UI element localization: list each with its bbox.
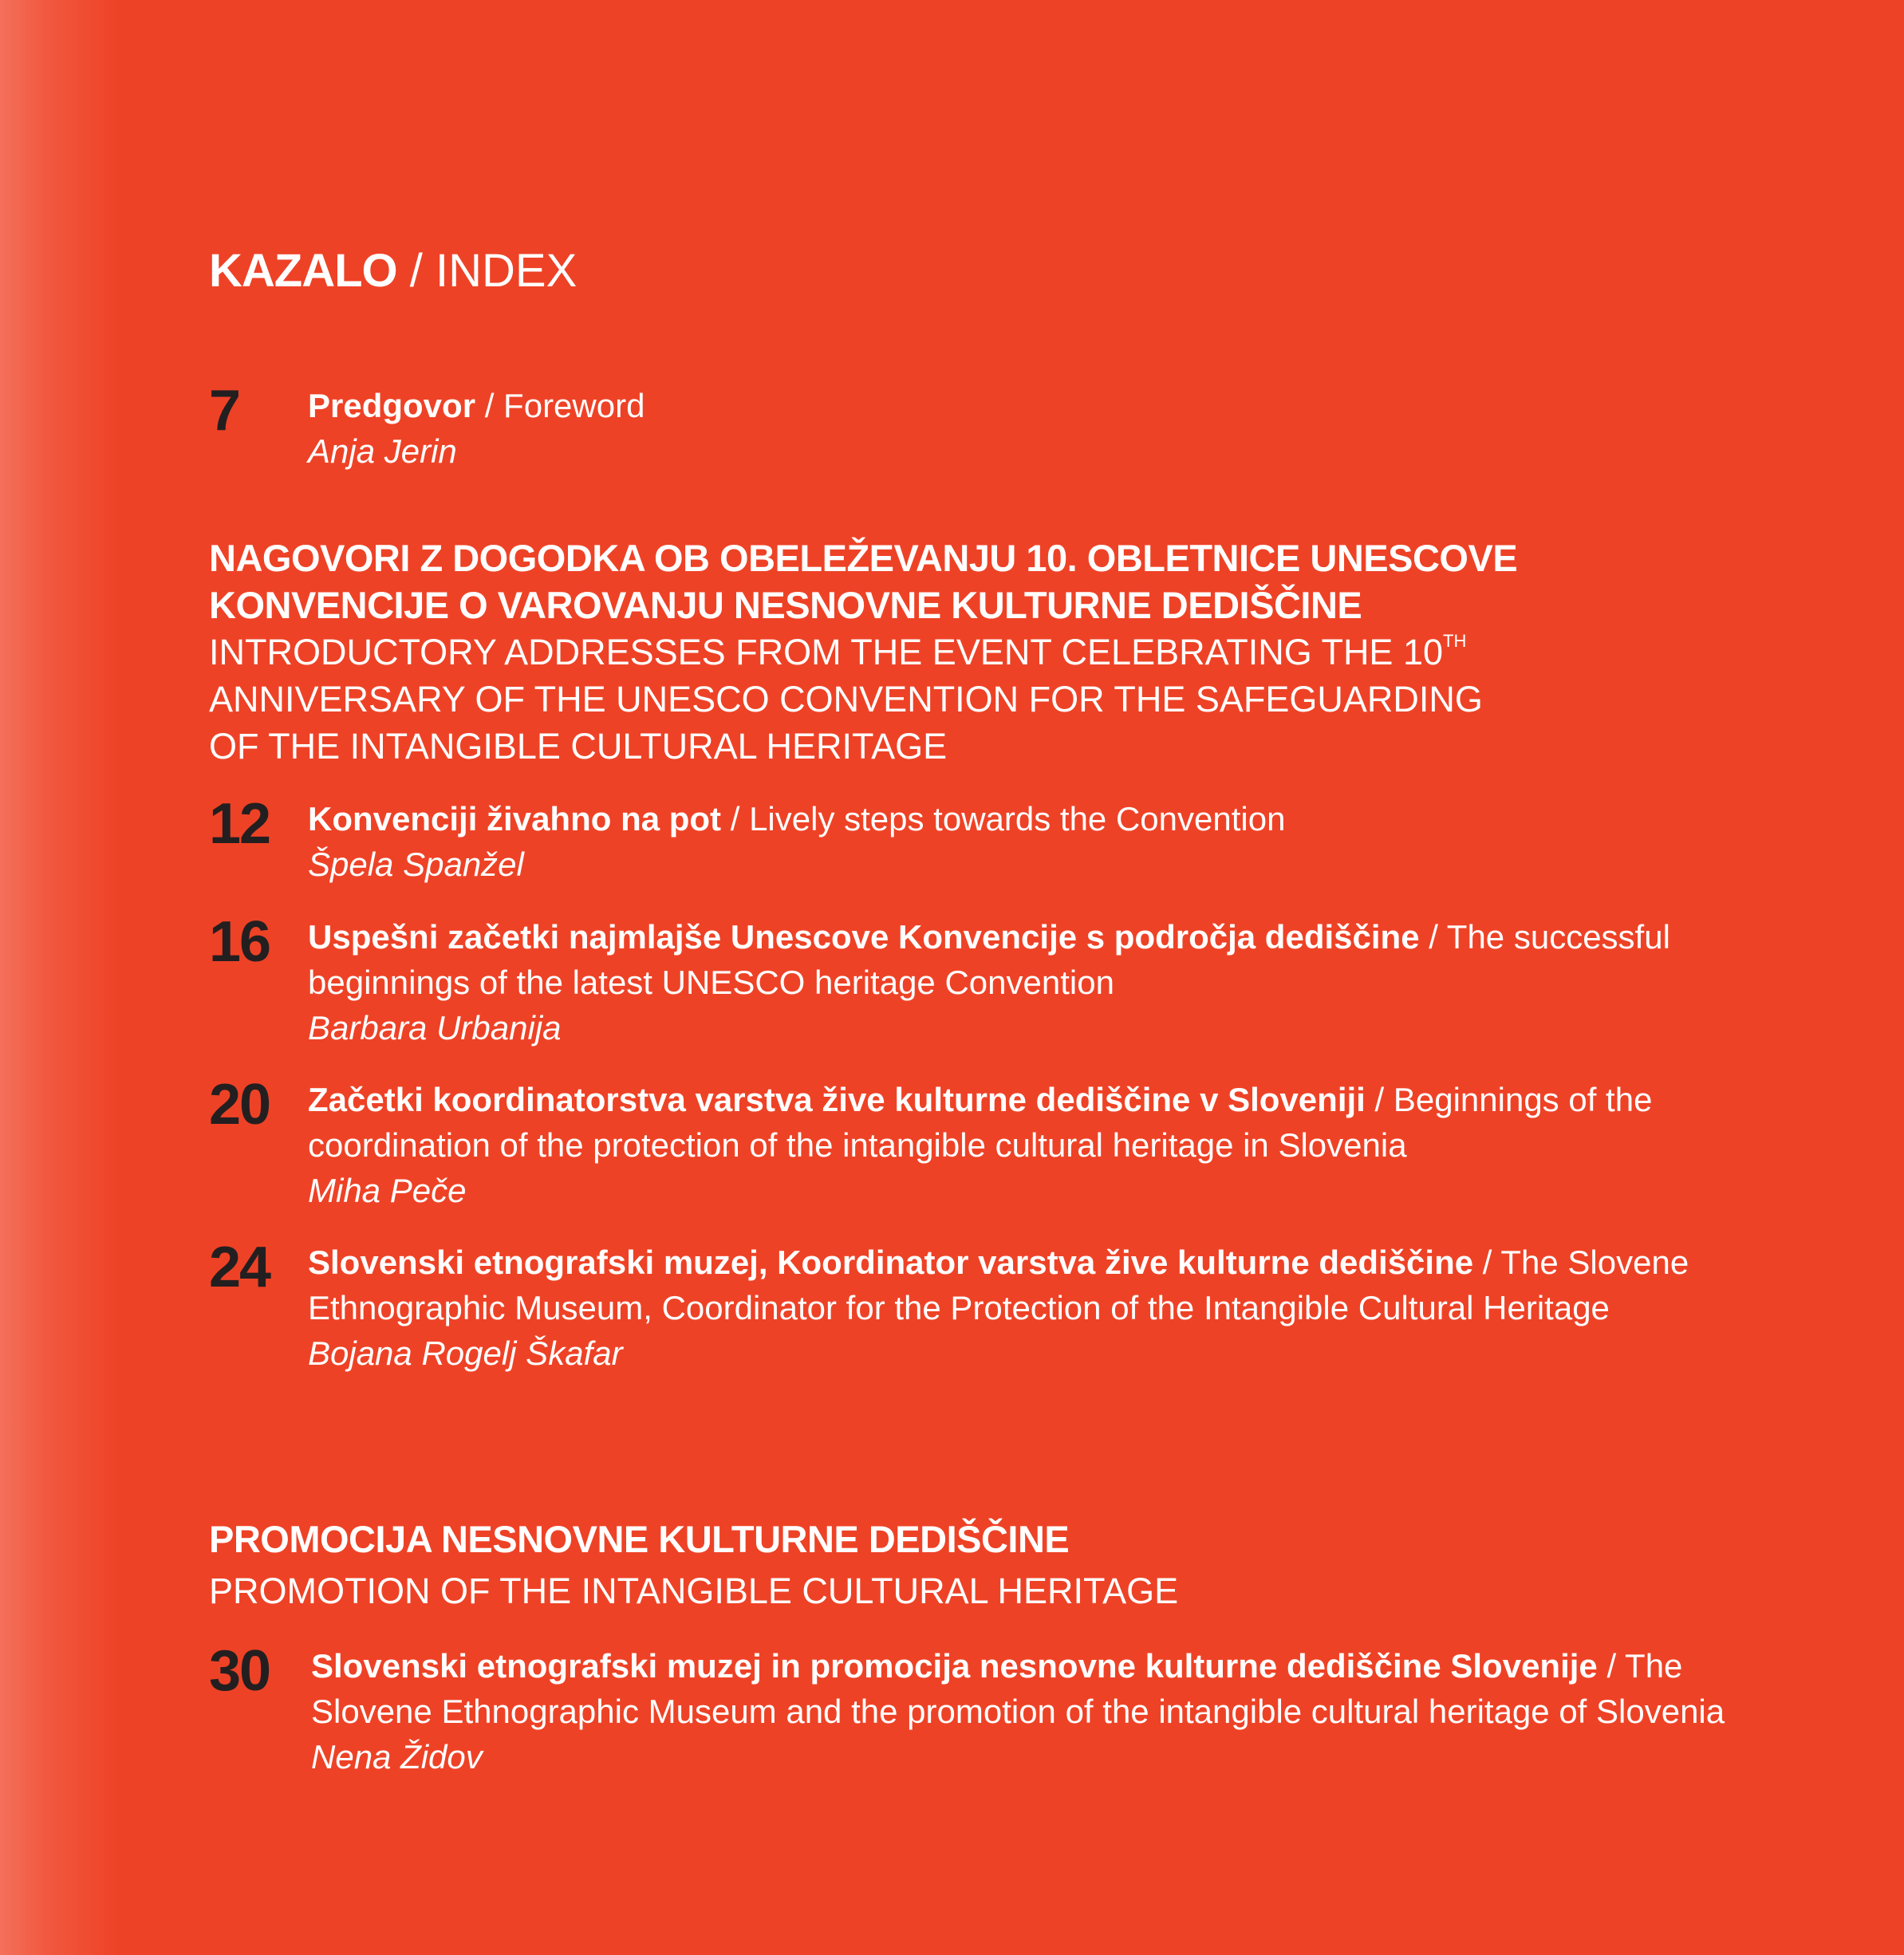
entry-body (308, 1077, 1792, 1213)
section-title-english-line2: ANNIVERSARY OF THE UNESCO CONVENTION FOR THE SAFEGUARDING (209, 679, 1483, 719)
entry-body (311, 1643, 1771, 1780)
entry-title-slovene: Slovenski etnografski muzej in promocija nesnovne kulturne dediščine Slovenije (311, 1647, 1598, 1685)
section-title-slovene: PROMOCIJA NESNOVNE KULTURNE DEDIŠČINE (209, 1518, 1070, 1560)
entry-title-slovene: Uspešni začetki najmlajše Unescove Konvencije s področja dediščine (308, 918, 1420, 956)
title-english: INDEX (436, 245, 578, 297)
page-number: 7 (209, 379, 240, 443)
entry-title-english: / Foreword (484, 387, 645, 424)
entry-body (308, 383, 1792, 474)
section-title-english: PROMOTION OF THE INTANGIBLE CULTURAL HERITAGE (209, 1571, 1179, 1611)
page-number: 20 (209, 1073, 270, 1137)
title-slovene: KAZALO (209, 245, 397, 297)
entry-title-english: / The successful beginnings of the latest UNESCO heritage Convention (308, 918, 1670, 1001)
title-separator: / (409, 245, 423, 297)
section-title-slovene-line2: KONVENCIJE O VAROVANJU NESNOVNE KULTURNE DEDIŠČINE (209, 584, 1362, 626)
section-title-english-line1: INTRODUCTORY ADDRESSES FROM THE EVENT CELEBRATING THE 10TH (209, 631, 1467, 672)
entry-body (308, 914, 1792, 1050)
entry-title-slovene: Slovenski etnografski muzej, Koordinator varstva žive kulturne dediščine (308, 1244, 1474, 1281)
section-title-english-line3: OF THE INTANGIBLE CULTURAL HERITAGE (209, 726, 948, 767)
entry-title-english: / The Slovene Ethnographic Museum, Coordinator for the Protection of the Intangible Cultural Heritage (308, 1244, 1689, 1326)
entry-title-english: / Beginnings of the coordination of the protection of the intangible cultural heritage in Slovenia (308, 1081, 1653, 1164)
page-title (209, 239, 577, 303)
entry-title-english: / The Slovene Ethnographic Museum and the promotion of the intangible cultural heritage of Slovenia (311, 1647, 1725, 1730)
entry-author: Barbara Urbanija (308, 1009, 562, 1046)
entry-author: Nena Židov (311, 1738, 483, 1776)
entry-author: Anja Jerin (308, 432, 457, 470)
page-number: 24 (209, 1236, 270, 1299)
page-number: 12 (209, 792, 270, 856)
section-title-slovene-line1: NAGOVORI Z DOGODKA OB OBELEŽEVANJU 10. OBLETNICE UNESCOVE (209, 537, 1518, 579)
page-number: 16 (209, 910, 270, 974)
entry-title-slovene: Predgovor (308, 387, 476, 424)
entry-body (308, 796, 1792, 887)
entry-author: Miha Peče (308, 1172, 467, 1209)
section-heading-promotion (209, 1516, 1725, 1614)
entry-title-slovene: Konvenciji živahno na pot (308, 800, 722, 838)
entry-title-english: / Lively steps towards the Convention (730, 800, 1286, 838)
entry-body (308, 1240, 1792, 1376)
section-heading-addresses (209, 534, 1725, 770)
entry-author: Bojana Rogelj Škafar (308, 1334, 623, 1372)
superscript-th: TH (1443, 631, 1467, 651)
entry-author: Špela Spanžel (308, 845, 524, 883)
page-number: 30 (209, 1639, 270, 1703)
entry-title-slovene: Začetki koordinatorstva varstva žive kulturne dediščine v Sloveniji (308, 1081, 1366, 1118)
